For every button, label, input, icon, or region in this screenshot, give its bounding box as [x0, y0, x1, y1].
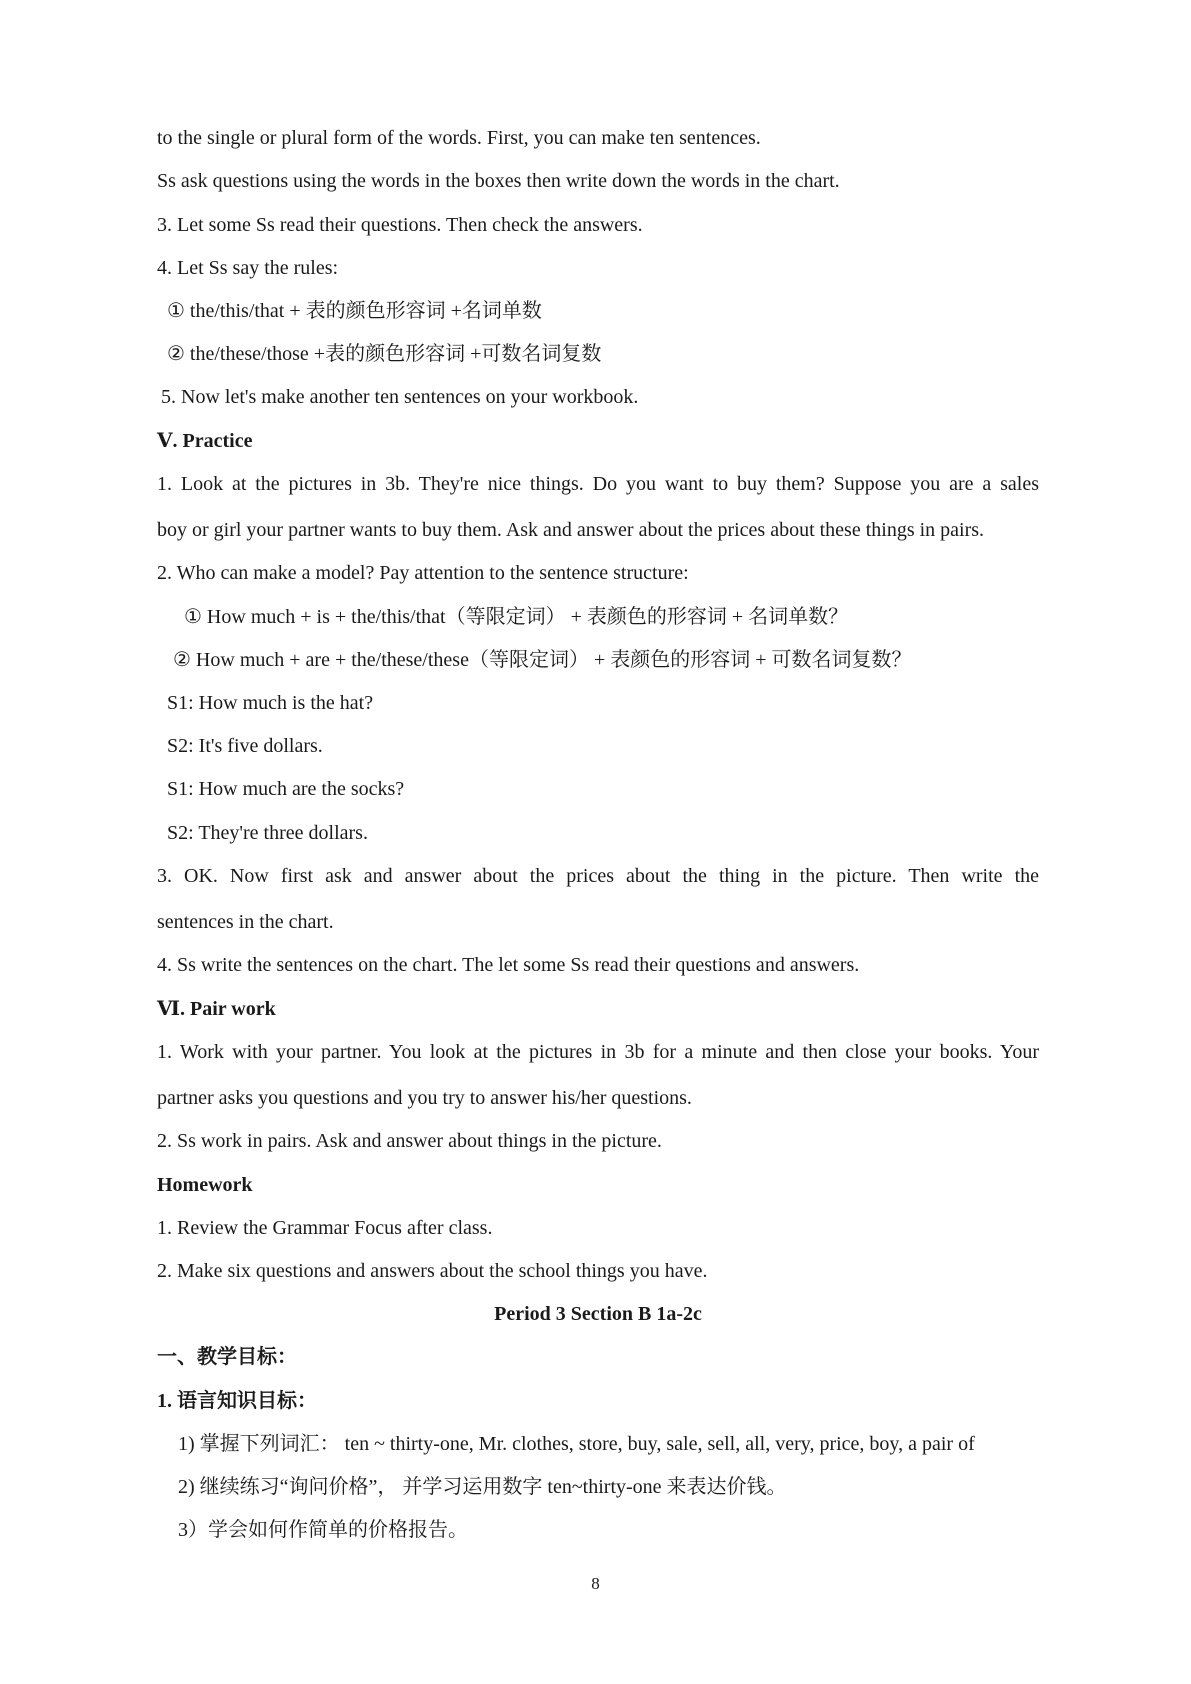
- section-heading-text: Ⅴ. Practice: [157, 430, 253, 452]
- objective-item-text: 2) 继续练习“询问价格”， 并学习运用数字 ten~thirty-one 来表达价钱。: [178, 1476, 787, 1498]
- body-line: [157, 169, 840, 193]
- objective-item-text: 3）学会如何作简单的价格报告。: [178, 1519, 468, 1541]
- objective-item: [178, 1475, 787, 1499]
- language-objectives-subheading: [157, 1389, 317, 1413]
- dialogue-line: [167, 691, 373, 715]
- body-line: [157, 953, 859, 977]
- body-line: [157, 213, 643, 237]
- dialogue-line: [167, 821, 368, 845]
- body-line: [157, 1216, 492, 1240]
- body-line-text: 1. Look at the pictures in 3b. They're nice things. Do you want to buy them? Suppose you are a sales: [157, 473, 1039, 495]
- period-title: [157, 1302, 1039, 1326]
- body-line-text: 2. Ss work in pairs. Ask and answer about things in the picture.: [157, 1130, 662, 1152]
- dialogue-line: [167, 777, 404, 801]
- rule-line: [167, 299, 542, 323]
- structure-line: [184, 605, 848, 629]
- dialogue-line: [167, 734, 323, 758]
- dialogue-text: S2: It's five dollars.: [167, 735, 323, 757]
- body-line: [157, 126, 761, 150]
- period-title-text: Period 3 Section B 1a-2c: [494, 1303, 702, 1325]
- objectives-heading: [157, 1345, 297, 1369]
- body-line-text: boy or girl your partner wants to buy them. Ask and answer about the prices about these things in pairs.: [157, 519, 985, 541]
- body-line-text: 3. OK. Now first ask and answer about the prices about the thing in the picture. Then write the: [157, 865, 1039, 887]
- body-line-text: sentences in the chart.: [157, 911, 334, 933]
- body-line: [157, 1259, 707, 1283]
- body-line-text: 2. Who can make a model? Pay attention to the sentence structure:: [157, 562, 689, 584]
- body-line: [157, 472, 1039, 496]
- body-line-text: 5. Now let's make another ten sentences on your workbook.: [161, 386, 639, 408]
- body-line: [157, 256, 338, 280]
- body-line: [157, 561, 689, 585]
- section-heading-text: Homework: [157, 1174, 253, 1196]
- body-line-text: 1. Work with your partner. You look at the pictures in 3b for a minute and then close your books. Your: [157, 1041, 1039, 1063]
- structure-text: ① How much + is + the/this/that（等限定词） + 表颜色的形容词 + 名词单数？: [184, 606, 849, 628]
- subheading-text: 1. 语言知识目标：: [157, 1390, 317, 1412]
- section-heading-practice: [157, 429, 252, 453]
- section-heading-pair-work: [157, 997, 276, 1021]
- body-line-text: 2. Make six questions and answers about the school things you have.: [157, 1260, 708, 1282]
- body-line-text: 1. Review the Grammar Focus after class.: [157, 1217, 493, 1239]
- objective-item: [178, 1518, 468, 1542]
- body-line: [157, 1129, 662, 1153]
- structure-text: ② How much + are + the/these/these（等限定词） + 表颜色的形容词 + 可数名词复数？: [173, 649, 912, 671]
- dialogue-text: S1: How much is the hat?: [167, 692, 374, 714]
- page-number: 8: [591, 1574, 600, 1593]
- body-line: [157, 1040, 1039, 1064]
- body-line-text: 4. Let Ss say the rules:: [157, 257, 339, 279]
- body-line-text: 4. Ss write the sentences on the chart. The let some Ss read their questions and answers.: [157, 954, 860, 976]
- rule-line: [167, 342, 601, 366]
- body-line: [157, 864, 1039, 888]
- body-line-text: Ss ask questions using the words in the boxes then write down the words in the chart.: [157, 170, 840, 192]
- body-line-text: to the single or plural form of the words. First, you can make ten sentences.: [157, 127, 761, 149]
- body-line: [157, 518, 984, 542]
- section-heading-text: Ⅵ. Pair work: [157, 998, 276, 1020]
- body-line: [157, 1086, 692, 1110]
- dialogue-text: S2: They're three dollars.: [167, 822, 368, 844]
- dialogue-text: S1: How much are the socks?: [167, 778, 405, 800]
- section-heading-homework: [157, 1173, 253, 1197]
- objective-item-text: 1) 掌握下列词汇： ten ~ thirty-one, Mr. clothes, store, buy, sale, sell, all, very, price, boy, a pair of: [178, 1433, 975, 1455]
- structure-line: [173, 648, 912, 672]
- body-line-text: 3. Let some Ss read their questions. Then check the answers.: [157, 214, 643, 236]
- objectives-heading-text: 一、教学目标：: [157, 1346, 297, 1368]
- rule-text: ① the/this/that + 表的颜色形容词 +名词单数: [167, 300, 542, 322]
- body-line-text: partner asks you questions and you try to answer his/her questions.: [157, 1087, 692, 1109]
- rule-text: ② the/these/those +表的颜色形容词 +可数名词复数: [167, 343, 602, 365]
- objective-item: [178, 1432, 975, 1456]
- body-line: [157, 910, 334, 934]
- body-line: [161, 385, 638, 409]
